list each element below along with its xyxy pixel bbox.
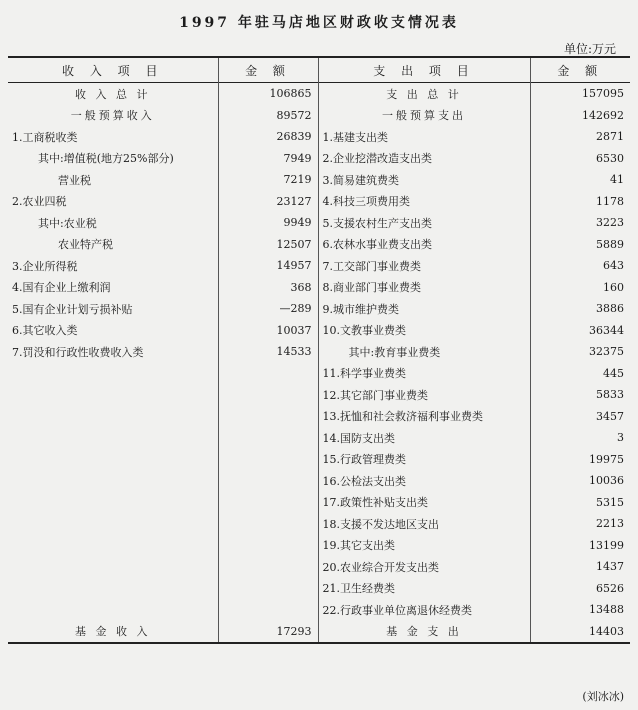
- header-expense-item: 支 出 项 目: [318, 57, 530, 83]
- expense-item: 一般预算支出: [318, 105, 530, 127]
- expense-item: 7.工交部门事业费类: [318, 255, 530, 277]
- expense-amount: 19975: [589, 452, 624, 466]
- income-amount: [218, 449, 318, 471]
- unit-label: 单位:万元: [563, 42, 616, 56]
- expense-amount: 3223: [596, 216, 624, 230]
- expense-amount: 2871: [596, 130, 624, 144]
- income-item: [8, 578, 218, 600]
- expense-amount: 6530: [596, 151, 624, 165]
- table-row: [8, 277, 630, 299]
- income-amount: [218, 578, 318, 600]
- income-item: 2.农业四税: [8, 191, 218, 213]
- table-row: [8, 298, 630, 320]
- expense-amount: 14403: [589, 624, 624, 638]
- expense-amount: 32375: [589, 345, 624, 359]
- expense-item: 20.农业综合开发支出类: [318, 556, 530, 578]
- expense-item: 5.支援农村生产支出类: [318, 212, 530, 234]
- expense-amount: 3886: [596, 302, 624, 316]
- table-row: [8, 105, 630, 127]
- income-amount: 23127: [218, 191, 318, 213]
- expense-item: 1.基建支出类: [318, 126, 530, 148]
- income-item: 收 入 总 计: [8, 83, 218, 105]
- income-item: [8, 449, 218, 471]
- table-row: [8, 320, 630, 342]
- income-amount: 368: [218, 277, 318, 299]
- income-amount: [218, 427, 318, 449]
- income-amount: [218, 384, 318, 406]
- income-amount: 10037: [218, 320, 318, 342]
- income-amount: 14957: [218, 255, 318, 277]
- income-amount: [218, 556, 318, 578]
- income-item: [8, 535, 218, 557]
- income-item: 1.工商税收类: [8, 126, 218, 148]
- expense-amount: 1437: [596, 560, 624, 574]
- income-item: 4.国有企业上缴利润: [8, 277, 218, 299]
- expense-amount: 6526: [596, 581, 624, 595]
- expense-item: 其中:教育事业费类: [318, 341, 530, 363]
- table-row: [8, 535, 630, 557]
- expense-item: 4.科技三项费用类: [318, 191, 530, 213]
- expense-amount: 5315: [596, 495, 624, 509]
- expense-item: 22.行政事业单位离退休经费类: [318, 599, 530, 621]
- income-amount: [218, 535, 318, 557]
- expense-item: 15.行政管理费类: [318, 449, 530, 471]
- table-row: [8, 578, 630, 600]
- expense-item: 18.支援不发达地区支出: [318, 513, 530, 535]
- income-amount: [218, 599, 318, 621]
- expense-amount: 10036: [589, 474, 624, 488]
- table-row: [8, 148, 630, 170]
- expense-item: 13.抚恤和社会救济福利事业费类: [318, 406, 530, 428]
- table-row: [8, 599, 630, 621]
- expense-amount: 13488: [589, 603, 624, 617]
- income-amount: [218, 492, 318, 514]
- expense-amount: 142692: [582, 108, 624, 122]
- header-income-item: 收 入 项 目: [8, 57, 218, 83]
- income-amount: 12507: [218, 234, 318, 256]
- expense-amount: 5833: [596, 388, 624, 402]
- expense-item: 17.政策性补贴支出类: [318, 492, 530, 514]
- expense-item: 11.科学事业费类: [318, 363, 530, 385]
- table-row: [8, 427, 630, 449]
- header-expense-amount: 金 额: [557, 63, 604, 78]
- income-item: [8, 492, 218, 514]
- author-credit: (刘冰冰): [582, 690, 624, 703]
- income-amount: [218, 363, 318, 385]
- table-header-row: [8, 57, 630, 83]
- income-item: [8, 599, 218, 621]
- income-item: 其中:农业税: [8, 212, 218, 234]
- expense-item: 6.农林水事业费支出类: [318, 234, 530, 256]
- income-item: 农业特产税: [8, 234, 218, 256]
- expense-amount: 1178: [596, 194, 624, 208]
- table-row: [8, 212, 630, 234]
- header-income-amount: 金 额: [218, 57, 318, 83]
- income-item: 基 金 收 入: [8, 621, 218, 644]
- table-row: [8, 406, 630, 428]
- income-item: [8, 384, 218, 406]
- income-amount: 17293: [218, 621, 318, 644]
- expense-amount: 445: [603, 366, 624, 380]
- income-amount: 7219: [218, 169, 318, 191]
- expense-item: 支 出 总 计: [318, 83, 530, 105]
- expense-item: 10.文教事业费类: [318, 320, 530, 342]
- income-item: [8, 406, 218, 428]
- income-amount: 14533: [218, 341, 318, 363]
- income-item: [8, 556, 218, 578]
- table-row: [8, 83, 630, 105]
- table-row: [8, 384, 630, 406]
- table-row: [8, 234, 630, 256]
- income-amount: —289: [218, 298, 318, 320]
- income-item: 其中:增值税(地方25%部分): [8, 148, 218, 170]
- table-row: [8, 255, 630, 277]
- income-item: [8, 363, 218, 385]
- table-row: [8, 169, 630, 191]
- expense-item: 2.企业挖潜改造支出类: [318, 148, 530, 170]
- table-row: [8, 341, 630, 363]
- expense-amount: 643: [603, 259, 624, 273]
- income-item: 7.罚没和行政性收费收入类: [8, 341, 218, 363]
- table-row: [8, 513, 630, 535]
- income-item: [8, 513, 218, 535]
- expense-item: 16.公检法支出类: [318, 470, 530, 492]
- income-amount: [218, 406, 318, 428]
- income-amount: 26839: [218, 126, 318, 148]
- table-row: [8, 363, 630, 385]
- expense-item: 9.城市维护费类: [318, 298, 530, 320]
- table-row: [8, 621, 630, 644]
- table-row: [8, 470, 630, 492]
- income-amount: [218, 513, 318, 535]
- income-item: 3.企业所得税: [8, 255, 218, 277]
- expense-amount: 3: [617, 431, 624, 445]
- table-row: [8, 556, 630, 578]
- expense-item: 21.卫生经费类: [318, 578, 530, 600]
- expense-amount: 41: [610, 173, 624, 187]
- table-row: [8, 191, 630, 213]
- expense-amount: 157095: [582, 87, 624, 101]
- income-item: 5.国有企业计划亏损补贴: [8, 298, 218, 320]
- income-item: 一般预算收入: [8, 105, 218, 127]
- income-amount: [218, 470, 318, 492]
- expense-amount: 13199: [589, 538, 624, 552]
- table-row: [8, 449, 630, 471]
- finance-table: [8, 56, 630, 644]
- expense-item: 19.其它支出类: [318, 535, 530, 557]
- income-amount: 89572: [218, 105, 318, 127]
- expense-item: 14.国防支出类: [318, 427, 530, 449]
- expense-amount: 5889: [596, 237, 624, 251]
- income-item: [8, 470, 218, 492]
- expense-item: 12.其它部门事业费类: [318, 384, 530, 406]
- expense-item: 8.商业部门事业费类: [318, 277, 530, 299]
- table-row: [8, 492, 630, 514]
- income-item: 营业税: [8, 169, 218, 191]
- table-row: [8, 126, 630, 148]
- income-item: 6.其它收入类: [8, 320, 218, 342]
- income-amount: 7949: [218, 148, 318, 170]
- income-amount: 106865: [218, 83, 318, 105]
- expense-amount: 2213: [596, 517, 624, 531]
- income-amount: 9949: [218, 212, 318, 234]
- expense-item: 基 金 支 出: [318, 621, 530, 644]
- expense-amount: 160: [603, 280, 624, 294]
- expense-amount: 36344: [589, 323, 624, 337]
- expense-amount: 3457: [596, 409, 624, 423]
- income-item: [8, 427, 218, 449]
- expense-item: 3.简易建筑费类: [318, 169, 530, 191]
- page-title: 1997 年驻马店地区财政收支情况表: [179, 15, 459, 31]
